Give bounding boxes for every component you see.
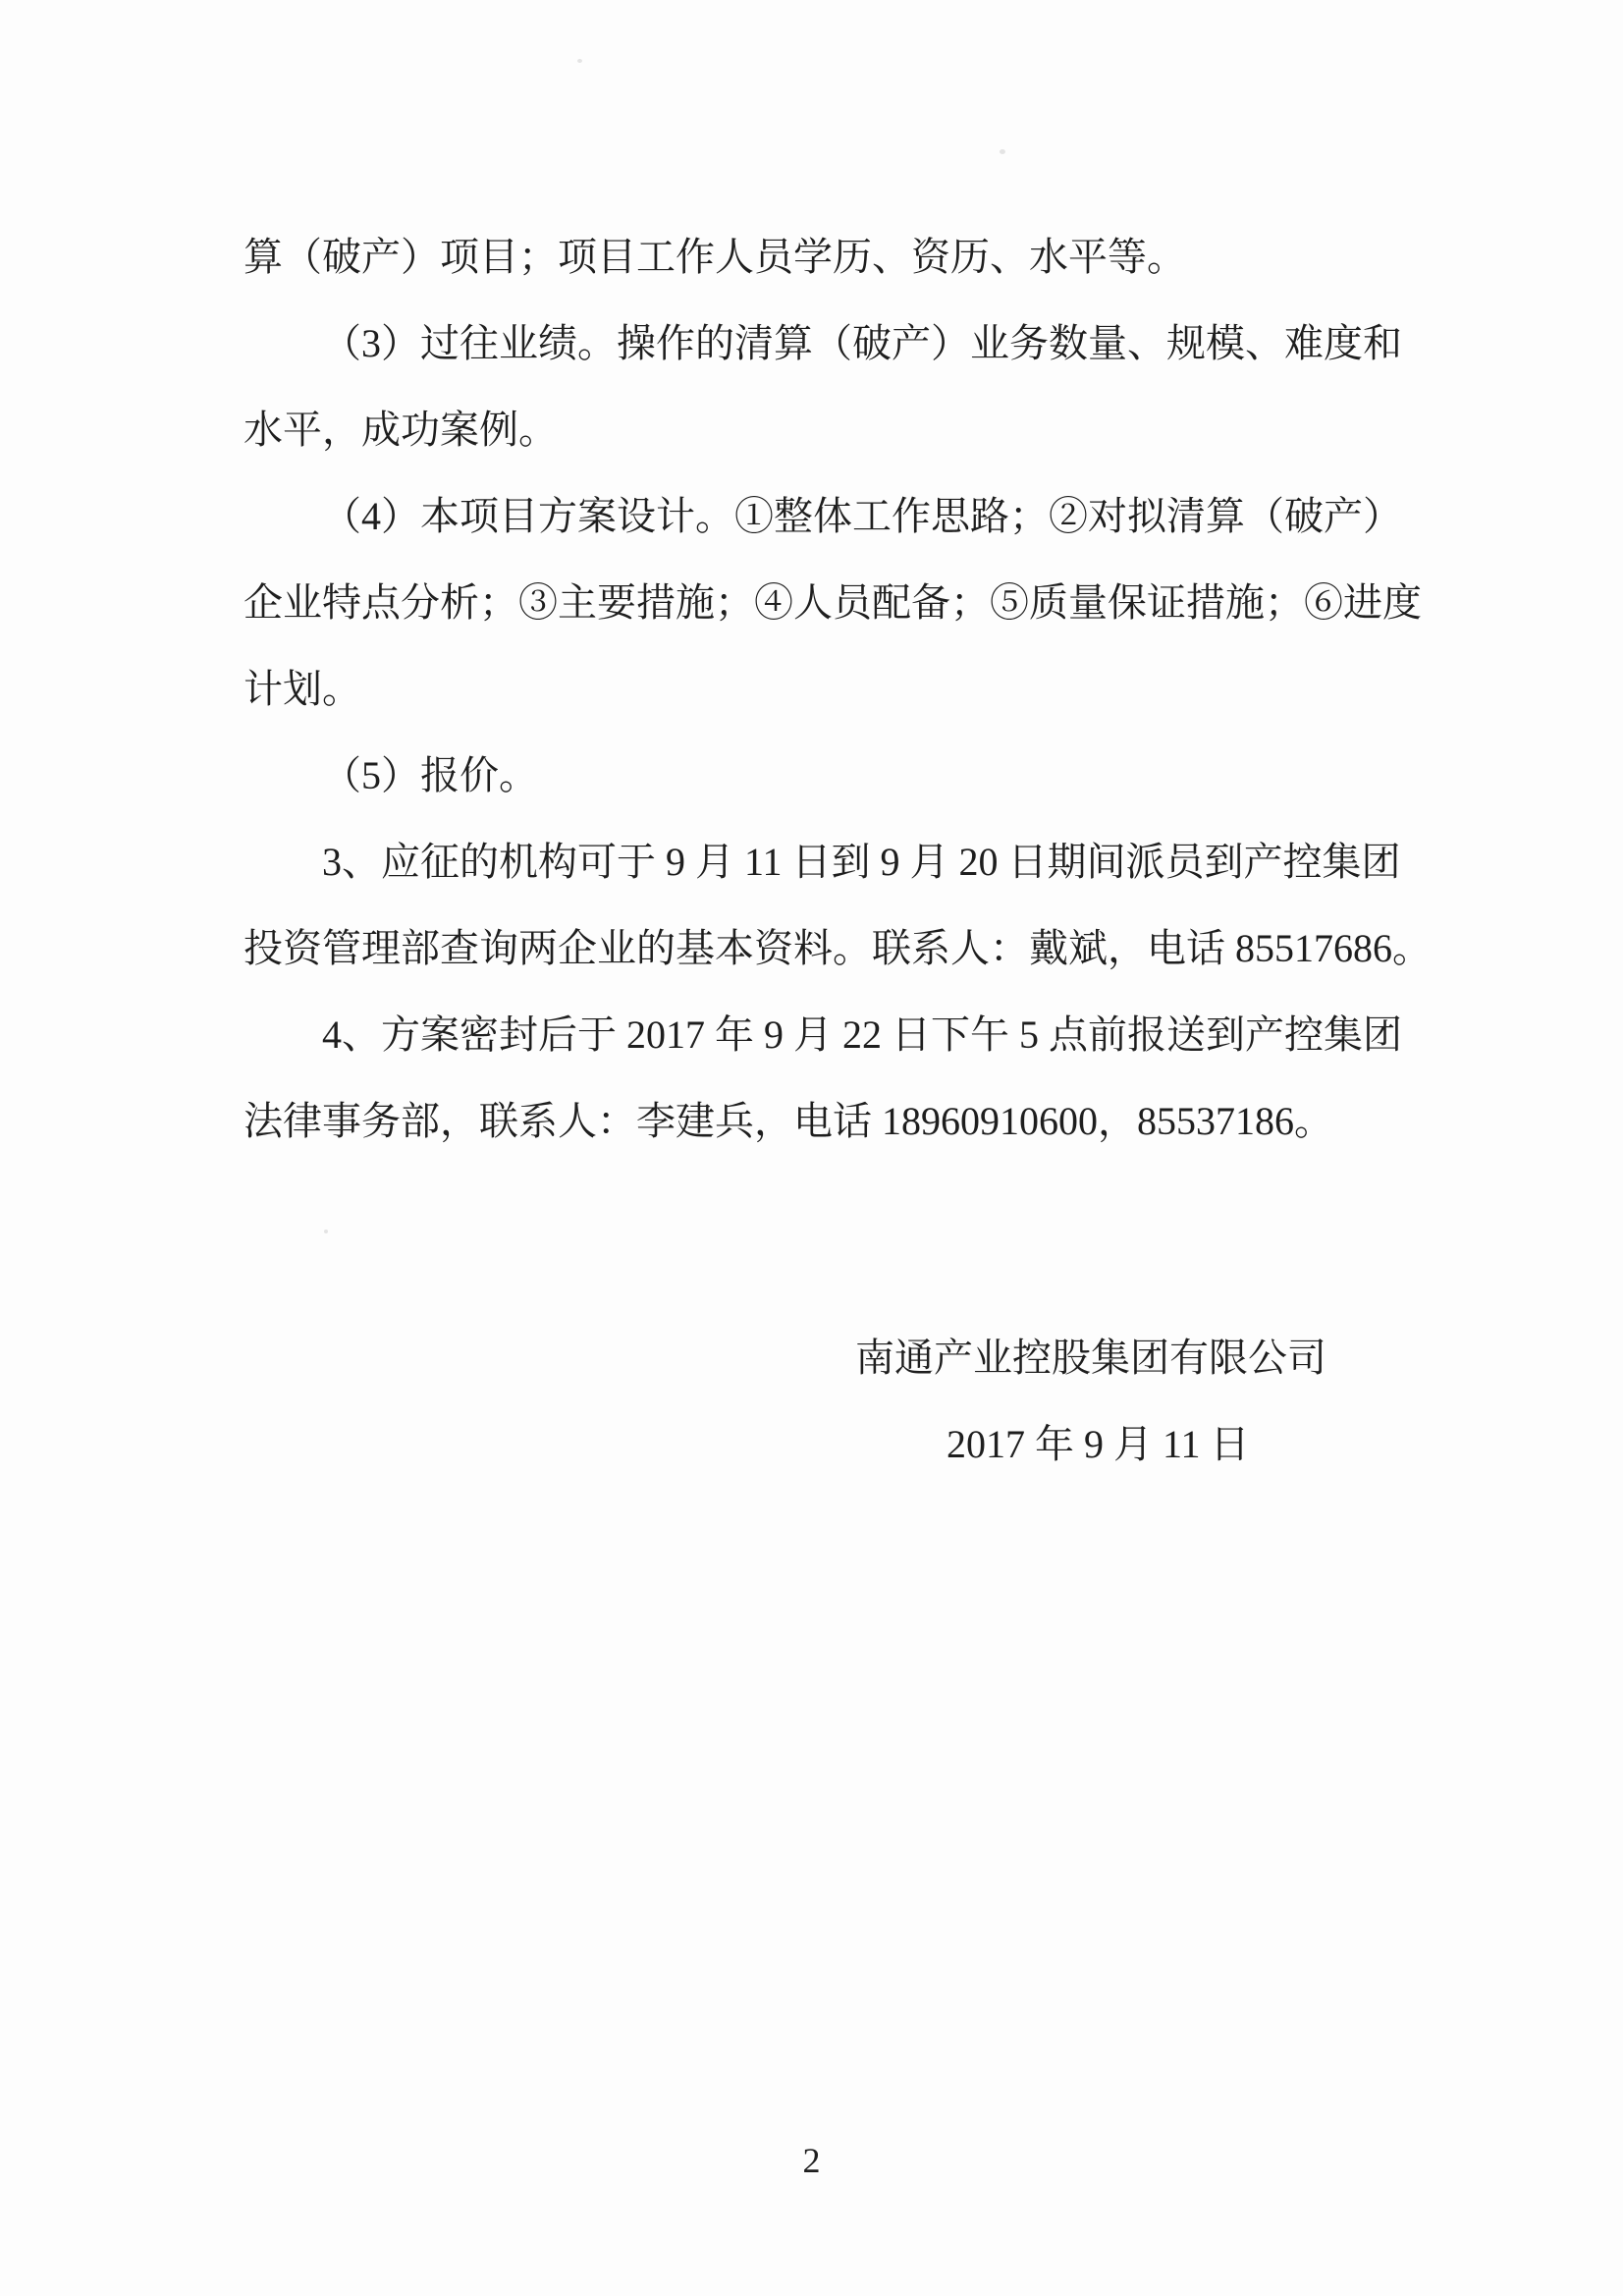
body-line-8: 3、应征的机构可于 9 月 11 日到 9 月 20 日期间派员到产控集团 xyxy=(322,840,1401,884)
body-line-10: 4、方案密封后于 2017 年 9 月 22 日下午 5 点前报送到产控集团 xyxy=(322,1012,1402,1057)
signature-company: 南通产业控股集团有限公司 xyxy=(855,1336,1326,1380)
body-line-6: 计划。 xyxy=(243,667,361,711)
scan-speck xyxy=(1000,149,1005,154)
body-line-5: 企业特点分析；③主要措施；④人员配备；⑤质量保证措施；⑥进度 xyxy=(243,580,1422,625)
page-number: 2 xyxy=(802,2141,821,2180)
signature-date: 2017 年 9 月 11 日 xyxy=(947,1422,1250,1466)
body-line-1: 算（破产）项目；项目工作人员学历、资历、水平等。 xyxy=(243,235,1186,279)
body-line-9: 投资管理部查询两企业的基本资料。联系人：戴斌，电话 85517686。 xyxy=(243,926,1432,970)
body-line-4: （4）本项目方案设计。①整体工作思路；②对拟清算（破产） xyxy=(322,494,1402,538)
body-line-3: 水平，成功案例。 xyxy=(243,408,558,452)
body-line-11: 法律事务部，联系人：李建兵，电话 18960910600，85537186。 xyxy=(243,1099,1333,1143)
body-line-2: （3）过往业绩。操作的清算（破产）业务数量、规模、难度和 xyxy=(322,321,1402,365)
document-body xyxy=(243,214,1432,1165)
body-line-7: （5）报价。 xyxy=(322,753,538,797)
scan-speck xyxy=(324,1230,328,1233)
scan-speck xyxy=(577,59,582,63)
